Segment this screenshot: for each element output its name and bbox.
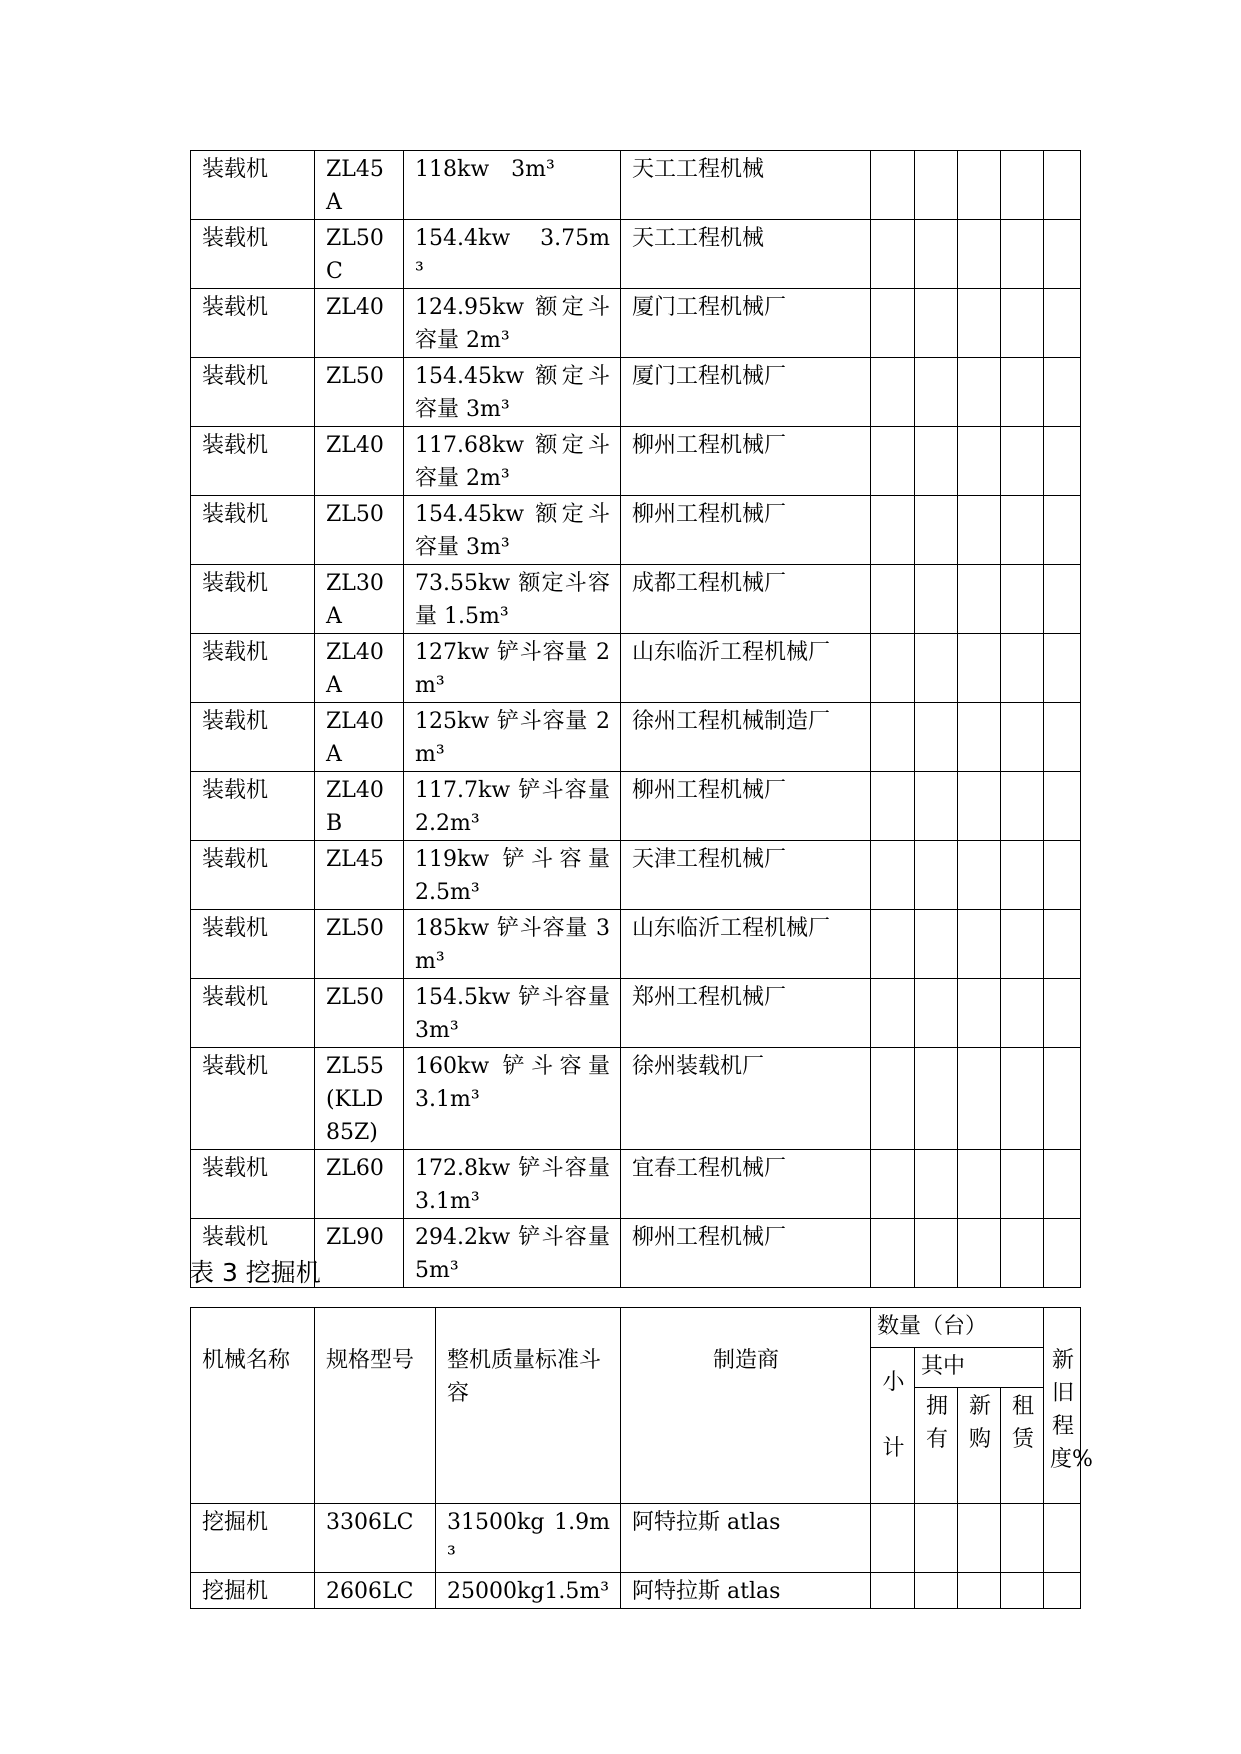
cell-name: 装载机 bbox=[191, 772, 315, 841]
cell-spec: 124.95kw 额定斗容量 2m³ bbox=[404, 289, 621, 358]
cell-empty bbox=[871, 979, 915, 1048]
cell-empty bbox=[1044, 772, 1081, 841]
cell-empty bbox=[1001, 496, 1044, 565]
cell-model: ZL50 bbox=[315, 910, 404, 979]
cell-model: ZL50 bbox=[315, 496, 404, 565]
cell-empty bbox=[871, 358, 915, 427]
cell-model: ZL40 bbox=[315, 427, 404, 496]
header-leased: 租赁 bbox=[1001, 1388, 1044, 1504]
cell-empty bbox=[915, 1219, 958, 1288]
table-row bbox=[191, 1504, 1081, 1573]
table-row bbox=[191, 910, 1081, 979]
cell-name: 装载机 bbox=[191, 565, 315, 634]
cell-name: 装载机 bbox=[191, 220, 315, 289]
cell-empty bbox=[1001, 910, 1044, 979]
header-owned: 拥有 bbox=[915, 1388, 958, 1504]
cell-model: ZL50 bbox=[315, 358, 404, 427]
cell-empty bbox=[1001, 565, 1044, 634]
cell-maker: 天津工程机械厂 bbox=[621, 841, 871, 910]
cell-name: 挖掘机 bbox=[191, 1573, 315, 1609]
cell-empty bbox=[871, 634, 915, 703]
cell-empty bbox=[1044, 289, 1081, 358]
loader-table bbox=[190, 150, 1081, 1288]
cell-empty bbox=[871, 1150, 915, 1219]
cell-model: ZL40 bbox=[315, 289, 404, 358]
cell-model: ZL50 bbox=[315, 979, 404, 1048]
cell-empty bbox=[1044, 1150, 1081, 1219]
cell-name: 装载机 bbox=[191, 358, 315, 427]
cell-spec: 73.55kw 额定斗容量 1.5m³ bbox=[404, 565, 621, 634]
cell-name: 装载机 bbox=[191, 496, 315, 565]
cell-empty bbox=[871, 220, 915, 289]
cell-empty bbox=[871, 772, 915, 841]
cell-empty bbox=[1001, 289, 1044, 358]
cell-empty bbox=[871, 910, 915, 979]
cell-empty bbox=[871, 1219, 915, 1288]
cell-model: ZL60 bbox=[315, 1150, 404, 1219]
cell-empty bbox=[871, 1048, 915, 1150]
cell-empty bbox=[958, 910, 1001, 979]
table-row bbox=[191, 703, 1081, 772]
cell-empty bbox=[1001, 1150, 1044, 1219]
table-row bbox=[191, 358, 1081, 427]
cell-maker: 厦门工程机械厂 bbox=[621, 289, 871, 358]
cell-name: 挖掘机 bbox=[191, 1504, 315, 1573]
cell-empty bbox=[1044, 496, 1081, 565]
excavator-table bbox=[190, 1307, 1093, 1609]
cell-name: 装载机 bbox=[191, 841, 315, 910]
cell-model: 2606LC bbox=[315, 1573, 436, 1609]
cell-empty bbox=[915, 703, 958, 772]
cell-empty bbox=[958, 772, 1001, 841]
cell-empty bbox=[1001, 427, 1044, 496]
cell-empty bbox=[915, 910, 958, 979]
cell-empty bbox=[958, 703, 1001, 772]
cell-empty bbox=[1044, 1219, 1081, 1288]
cell-empty bbox=[871, 289, 915, 358]
cell-empty bbox=[958, 220, 1001, 289]
cell-empty bbox=[915, 1573, 958, 1609]
cell-empty bbox=[1044, 1504, 1081, 1573]
table-row bbox=[191, 427, 1081, 496]
cell-model: ZL40 B bbox=[315, 772, 404, 841]
cell-spec: 154.5kw 铲斗容量 3m³ bbox=[404, 979, 621, 1048]
cell-maker: 柳州工程机械厂 bbox=[621, 427, 871, 496]
cell-empty bbox=[915, 1150, 958, 1219]
cell-maker: 郑州工程机械厂 bbox=[621, 979, 871, 1048]
header-model: 规格型号 bbox=[315, 1308, 436, 1504]
cell-spec: 125kw 铲斗容量 2m³ bbox=[404, 703, 621, 772]
cell-empty bbox=[1001, 703, 1044, 772]
cell-empty bbox=[1001, 1219, 1044, 1288]
cell-spec: 127kw 铲斗容量 2m³ bbox=[404, 634, 621, 703]
header-name: 机械名称 bbox=[191, 1308, 315, 1504]
cell-maker: 厦门工程机械厂 bbox=[621, 358, 871, 427]
table-row bbox=[191, 772, 1081, 841]
cell-empty bbox=[915, 634, 958, 703]
cell-name: 装载机 bbox=[191, 1048, 315, 1150]
excavator-table-caption: 表 3 挖掘机 bbox=[189, 1258, 321, 1287]
cell-maker: 山东临沂工程机械厂 bbox=[621, 910, 871, 979]
cell-empty bbox=[915, 565, 958, 634]
header-spec: 整机质量标准斗容 bbox=[436, 1308, 621, 1504]
cell-name: 装载机 bbox=[191, 289, 315, 358]
cell-maker: 柳州工程机械厂 bbox=[621, 1219, 871, 1288]
cell-name: 装载机 bbox=[191, 910, 315, 979]
cell-model: ZL30 A bbox=[315, 565, 404, 634]
cell-spec: 31500kg 1.9m³ bbox=[436, 1504, 621, 1573]
cell-spec: 160kw 铲斗容量 3.1m³ bbox=[404, 1048, 621, 1150]
cell-empty bbox=[915, 979, 958, 1048]
cell-maker: 天工工程机械 bbox=[621, 220, 871, 289]
table-row bbox=[191, 979, 1081, 1048]
cell-empty bbox=[915, 427, 958, 496]
cell-empty bbox=[958, 1219, 1001, 1288]
cell-spec: 118kw 3m³ bbox=[404, 151, 621, 220]
cell-empty bbox=[1044, 1573, 1081, 1609]
cell-empty bbox=[1044, 979, 1081, 1048]
cell-empty bbox=[958, 151, 1001, 220]
cell-empty bbox=[1001, 841, 1044, 910]
cell-empty bbox=[958, 358, 1001, 427]
cell-model: ZL55(KLD85Z) bbox=[315, 1048, 404, 1150]
cell-spec: 154.45kw 额定斗容量 3m³ bbox=[404, 358, 621, 427]
cell-maker: 徐州工程机械制造厂 bbox=[621, 703, 871, 772]
cell-model: ZL90 bbox=[315, 1219, 404, 1288]
cell-name: 装载机 bbox=[191, 979, 315, 1048]
cell-empty bbox=[871, 703, 915, 772]
table-row bbox=[191, 841, 1081, 910]
cell-model: ZL50 C bbox=[315, 220, 404, 289]
cell-empty bbox=[958, 979, 1001, 1048]
cell-empty bbox=[915, 358, 958, 427]
cell-empty bbox=[915, 151, 958, 220]
cell-empty bbox=[1001, 772, 1044, 841]
cell-name: 装载机 bbox=[191, 634, 315, 703]
cell-empty bbox=[1044, 220, 1081, 289]
cell-empty bbox=[958, 1048, 1001, 1150]
cell-model: 3306LC bbox=[315, 1504, 436, 1573]
header-quantity: 数量（台） bbox=[871, 1308, 1044, 1348]
header-condition: 新旧程度% bbox=[1044, 1308, 1081, 1504]
cell-spec: 117.7kw 铲斗容量 2.2m³ bbox=[404, 772, 621, 841]
table-row bbox=[191, 1219, 1081, 1288]
cell-name: 装载机 bbox=[191, 151, 315, 220]
header-of-which: 其中 bbox=[915, 1348, 1044, 1388]
table-row bbox=[191, 1573, 1081, 1609]
cell-name: 装载机 bbox=[191, 703, 315, 772]
cell-empty bbox=[915, 289, 958, 358]
cell-maker: 宜春工程机械厂 bbox=[621, 1150, 871, 1219]
cell-spec: 172.8kw 铲斗容量 3.1m³ bbox=[404, 1150, 621, 1219]
cell-empty bbox=[915, 841, 958, 910]
cell-model: ZL40 A bbox=[315, 634, 404, 703]
cell-empty bbox=[871, 151, 915, 220]
cell-empty bbox=[915, 1504, 958, 1573]
cell-empty bbox=[1001, 979, 1044, 1048]
cell-name: 装载机 bbox=[191, 427, 315, 496]
cell-empty bbox=[1001, 634, 1044, 703]
cell-empty bbox=[958, 289, 1001, 358]
cell-empty bbox=[1044, 703, 1081, 772]
cell-empty bbox=[1001, 220, 1044, 289]
cell-empty bbox=[871, 427, 915, 496]
table-row bbox=[191, 289, 1081, 358]
cell-empty bbox=[1044, 634, 1081, 703]
cell-spec: 154.4kw 3.75m³ bbox=[404, 220, 621, 289]
cell-empty bbox=[915, 496, 958, 565]
table-row bbox=[191, 220, 1081, 289]
table-row bbox=[191, 1150, 1081, 1219]
table-row bbox=[191, 151, 1081, 220]
cell-empty bbox=[958, 634, 1001, 703]
cell-empty bbox=[1044, 841, 1081, 910]
cell-spec: 185kw 铲斗容量 3m³ bbox=[404, 910, 621, 979]
cell-model: ZL40 A bbox=[315, 703, 404, 772]
cell-maker: 阿特拉斯 atlas bbox=[621, 1573, 871, 1609]
cell-spec: 119kw 铲斗容量 2.5m³ bbox=[404, 841, 621, 910]
cell-spec: 154.45kw 额定斗容量 3m³ bbox=[404, 496, 621, 565]
cell-empty bbox=[871, 1504, 915, 1573]
cell-empty bbox=[1001, 1573, 1044, 1609]
cell-empty bbox=[1044, 151, 1081, 220]
cell-empty bbox=[958, 1504, 1001, 1573]
cell-empty bbox=[915, 1048, 958, 1150]
cell-empty bbox=[1001, 151, 1044, 220]
cell-empty bbox=[1001, 1504, 1044, 1573]
table-row bbox=[191, 634, 1081, 703]
cell-empty bbox=[1044, 910, 1081, 979]
cell-model: ZL45 A bbox=[315, 151, 404, 220]
cell-maker: 成都工程机械厂 bbox=[621, 565, 871, 634]
cell-spec: 117.68kw 额定斗容量 2m³ bbox=[404, 427, 621, 496]
table-row bbox=[191, 565, 1081, 634]
cell-empty bbox=[1044, 565, 1081, 634]
cell-name: 装载机 bbox=[191, 1150, 315, 1219]
cell-name: 装载机 bbox=[191, 1219, 315, 1288]
cell-maker: 柳州工程机械厂 bbox=[621, 496, 871, 565]
cell-empty bbox=[958, 841, 1001, 910]
cell-empty bbox=[1001, 358, 1044, 427]
cell-empty bbox=[871, 565, 915, 634]
cell-spec: 294.2kw 铲斗容量 5m³ bbox=[404, 1219, 621, 1288]
cell-empty bbox=[1044, 358, 1081, 427]
header-row-top bbox=[191, 1308, 1081, 1348]
cell-empty bbox=[1044, 427, 1081, 496]
cell-empty bbox=[958, 427, 1001, 496]
table-row bbox=[191, 496, 1081, 565]
cell-spec: 25000kg1.5m³ bbox=[436, 1573, 621, 1609]
cell-empty bbox=[958, 496, 1001, 565]
header-subtotal: 小计 bbox=[871, 1348, 915, 1504]
cell-empty bbox=[1044, 1048, 1081, 1150]
cell-model: ZL45 bbox=[315, 841, 404, 910]
cell-empty bbox=[871, 496, 915, 565]
cell-maker: 徐州装载机厂 bbox=[621, 1048, 871, 1150]
cell-empty bbox=[871, 841, 915, 910]
table-row bbox=[191, 1048, 1081, 1150]
cell-maker: 天工工程机械 bbox=[621, 151, 871, 220]
cell-empty bbox=[1001, 1048, 1044, 1150]
cell-empty bbox=[915, 772, 958, 841]
cell-empty bbox=[958, 565, 1001, 634]
cell-empty bbox=[958, 1573, 1001, 1609]
header-maker: 制造商 bbox=[621, 1308, 871, 1504]
cell-maker: 阿特拉斯 atlas bbox=[621, 1504, 871, 1573]
cell-empty bbox=[915, 220, 958, 289]
cell-empty bbox=[958, 1150, 1001, 1219]
cell-maker: 柳州工程机械厂 bbox=[621, 772, 871, 841]
cell-maker: 山东临沂工程机械厂 bbox=[621, 634, 871, 703]
header-new-purchase: 新购 bbox=[958, 1388, 1001, 1504]
cell-empty bbox=[871, 1573, 915, 1609]
